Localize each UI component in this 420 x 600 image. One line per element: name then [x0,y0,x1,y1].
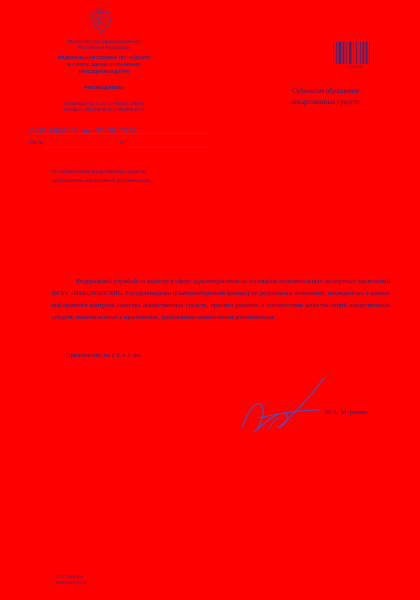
coat-of-arms-emblem [90,8,112,34]
barcode-number: 2113658 [347,66,363,70]
service-name-line-3: (РОСЗДРАВНАДЗОР) [78,70,130,75]
ministry-line: Министерство здравоохранения [68,40,140,45]
address-line-2: Телефон: (495) 698 45 38; (495) 698 15 74 [63,107,145,112]
na-from-label: от [120,140,125,146]
attachment-note: Приложение: на 2 л. в 1 экз. [66,352,142,359]
service-name-line-2: В СФЕРЕ ЗДРАВООХРАНЕНИЯ [67,63,141,68]
barcode-image [332,42,378,66]
outgoing-reference [30,121,208,135]
recipient-line-2: лекарственных средств [290,98,361,106]
incoming-reference [30,140,208,150]
handwritten-reference: 01И-1806/18 от 07.08.2018 [30,127,137,136]
executor-name: С.А. Тарасова [56,574,84,579]
signer-name: М.А. Мурашко [325,409,368,416]
federation-line: Российской Федерации [77,46,131,51]
na-label: На № [30,140,44,146]
executor-phone: 8(495)578-01-27 [56,580,88,585]
letter-body: Федеральной службой по надзору в сфере здравоохранения на основании положительных экспертных заключений ФГБУ «ИМЦЭУАОСМП» Росздравнадзора (Екатеринбургский филиал) по результатам испытаний, проведенных в рамках выборочного контроля качества лекарственных средств, принято решение о соответствии качества серий лекарственных средств, перечисленных в приложении, требованиям нормативной документации. [52,278,390,321]
letter-subject: О соответствии лекарственных средств требованиям нормативной документации [52,169,151,184]
recipient-block [258,86,393,108]
address-line-1: Славянская пл. 4, стр. 1, Москва, 109074 [64,101,144,106]
service-name-line-1: ФЕДЕРАЛЬНАЯ СЛУЖБА ПО НАДЗОРУ [57,56,151,61]
handwritten-signature [228,370,328,440]
head-title: РУКОВОДИТЕЛЬ [84,86,124,91]
recipient-line-1: Субъектам обращения [292,87,359,95]
